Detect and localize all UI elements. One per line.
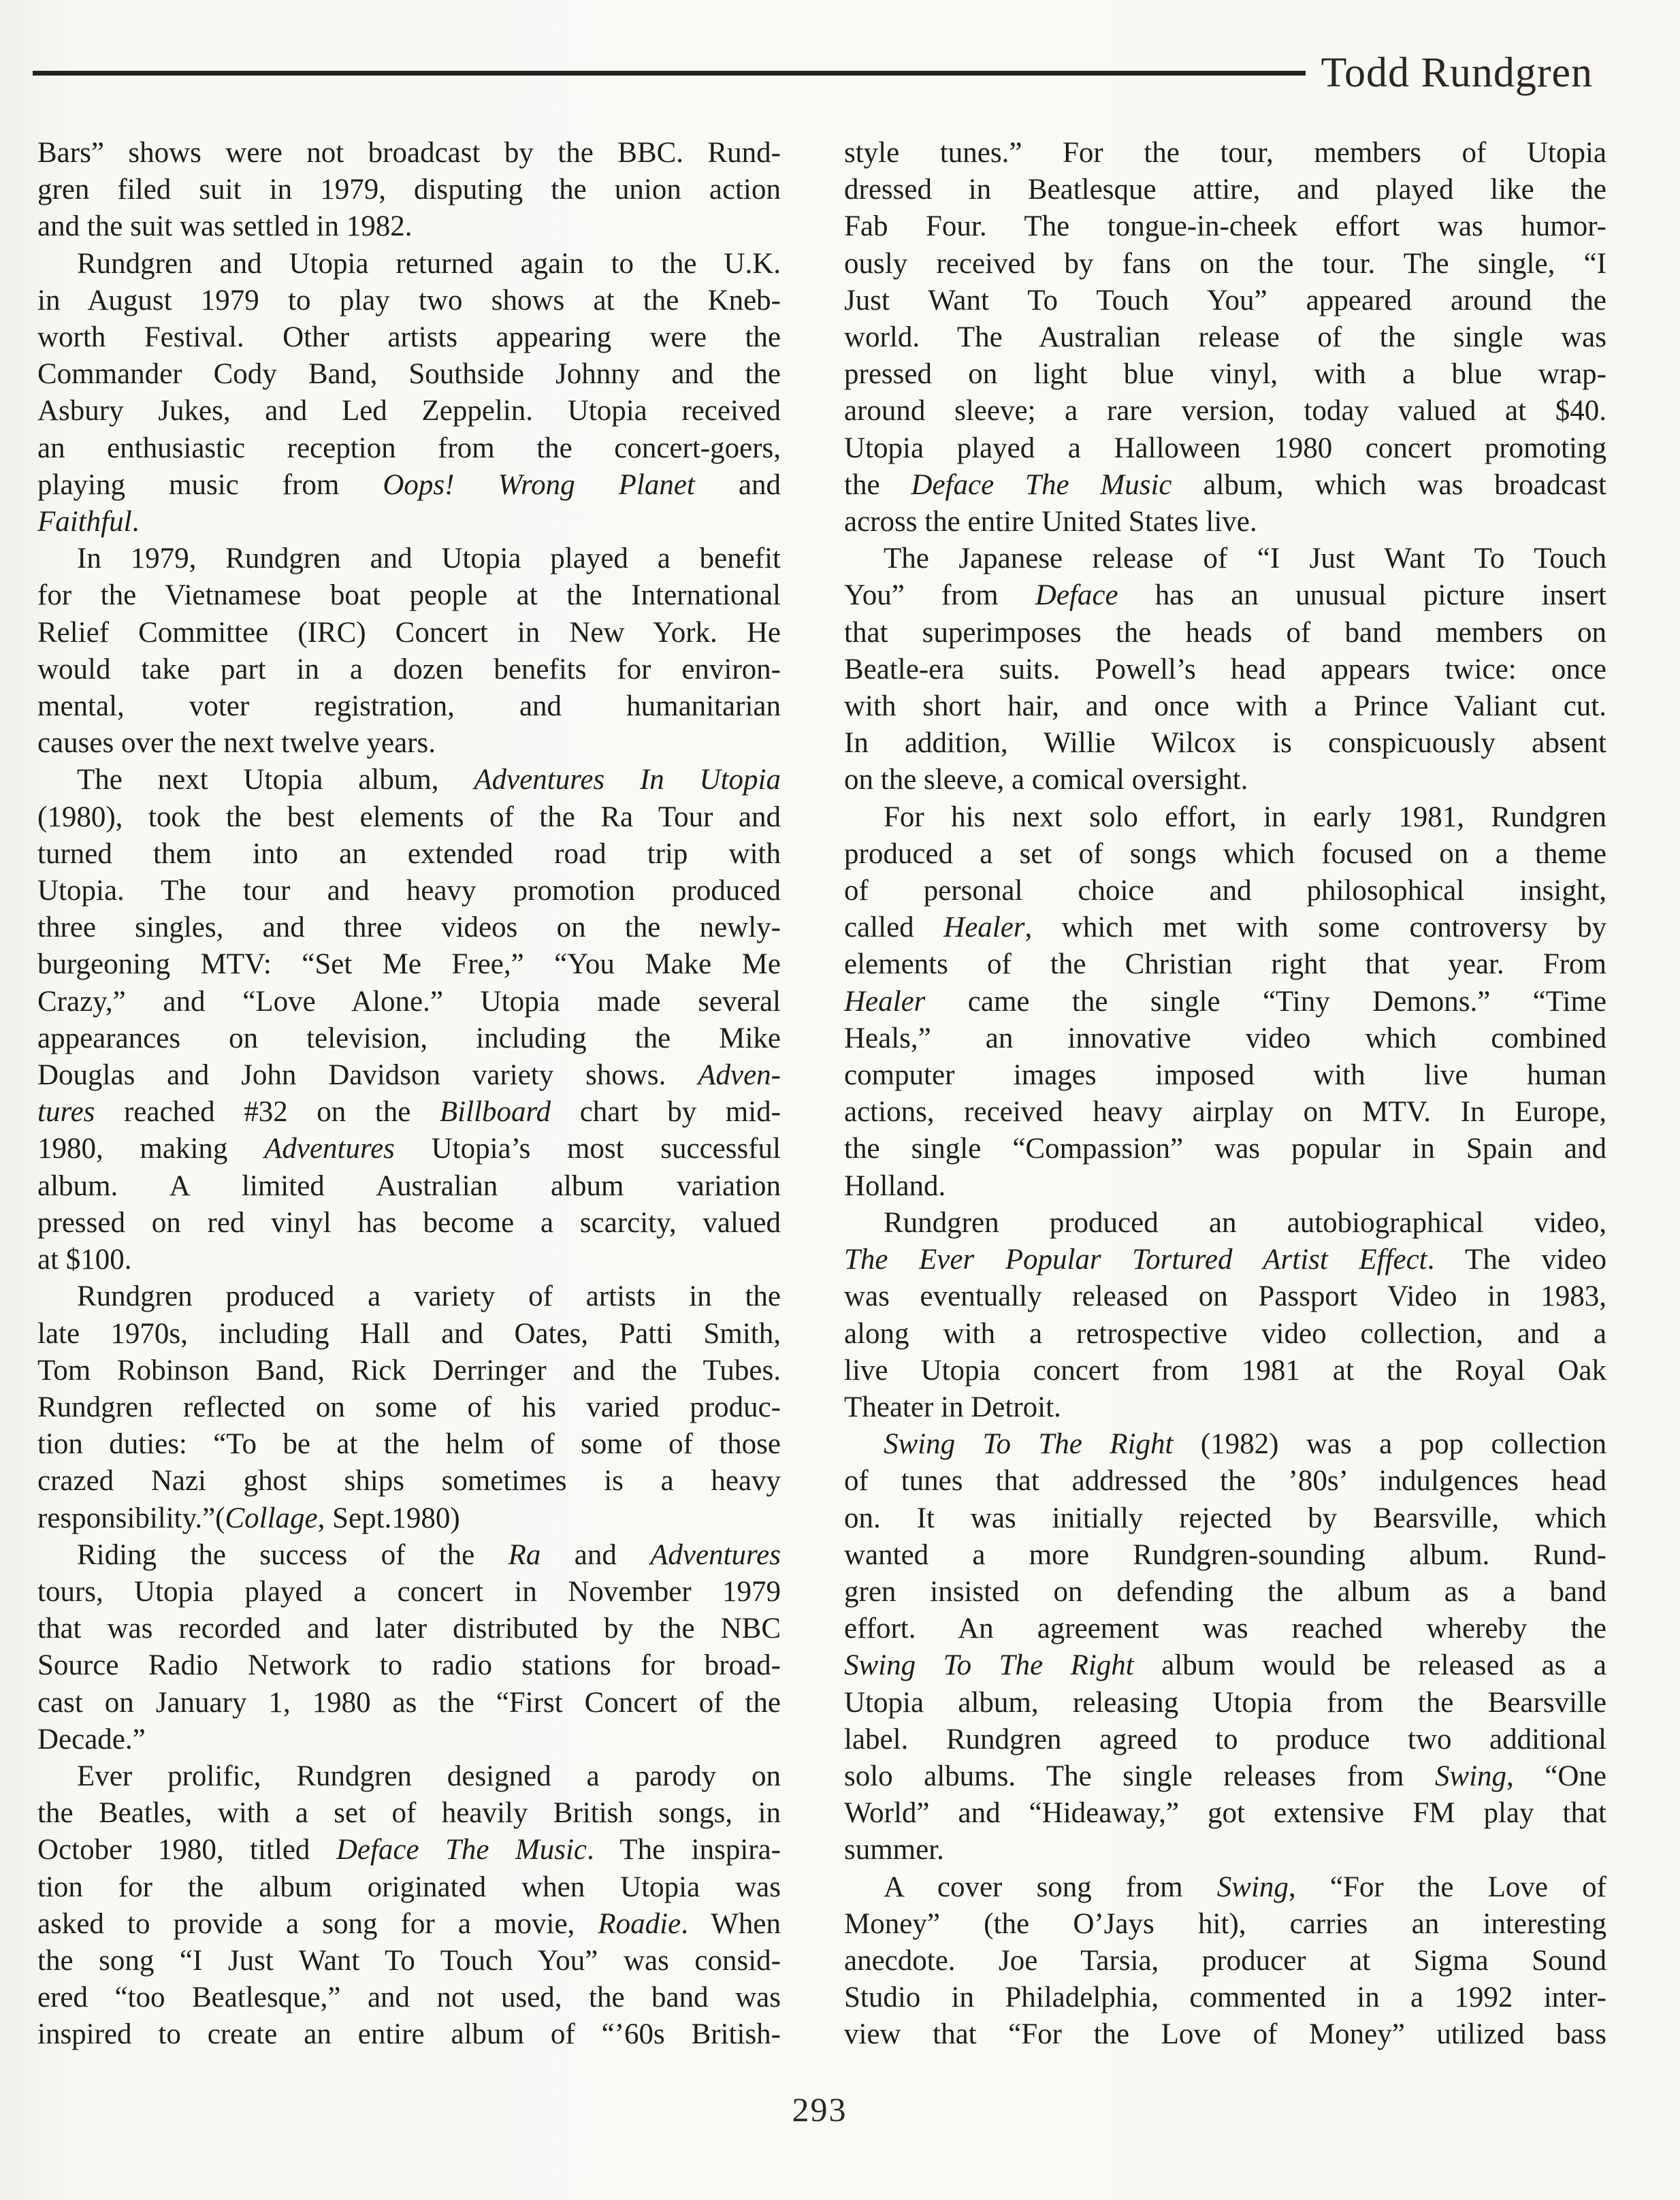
text-column-right xyxy=(844,135,1606,2054)
text-line: late 1970s, including Hall and Oates, Patti Smith, xyxy=(37,1317,781,1350)
text-line: responsibility.”(Collage, Sept.1980) xyxy=(37,1502,460,1534)
text-line: You” from Deface has an unusual picture insert xyxy=(844,579,1607,612)
text-line: Heals,” an innovative video which combined xyxy=(844,1022,1606,1054)
text-line: inspired to create an entire album of “’60s British- xyxy=(37,2018,781,2051)
text-line: 1980, making Adventures Utopia’s most successful xyxy=(37,1133,781,1165)
text-line: pressed on light blue vinyl, with a blue wrap- xyxy=(844,358,1606,391)
page-header xyxy=(33,52,1593,94)
text-line: on the sleeve, a comical oversight. xyxy=(844,764,1248,796)
text-line: that superimposes the heads of band members on xyxy=(844,616,1606,649)
text-line: was eventually released on Passport Video in 1983, xyxy=(844,1280,1606,1313)
text-line: Source Radio Network to radio stations for broad- xyxy=(37,1649,781,1682)
text-line: Studio in Philadelphia, commented in a 1992 inter- xyxy=(844,1981,1606,2014)
text-line: Crazy,” and “Love Alone.” Utopia made several xyxy=(37,985,781,1018)
text-line: for the Vietnamese boat people at the International xyxy=(37,579,781,612)
text-line: Decade.” xyxy=(37,1723,146,1756)
text-line: live Utopia concert from 1981 at the Royal Oak xyxy=(844,1354,1606,1387)
text-line: Bars” shows were not broadcast by the BBC. Rund- xyxy=(37,137,781,169)
text-line: Tom Robinson Band, Rick Derringer and the Tubes. xyxy=(37,1354,781,1387)
text-line: elements of the Christian right that year. From xyxy=(844,948,1606,981)
text-line: For his next solo effort, in early 1981, Rundgren xyxy=(884,800,1606,833)
text-line: asked to provide a song for a movie, Roadie. When xyxy=(37,1907,781,1940)
text-line: Douglas and John Davidson variety shows. Adven- xyxy=(37,1059,781,1092)
text-line: computer images imposed with live human xyxy=(844,1059,1606,1092)
text-line: playing music from Oops! Wrong Planet and xyxy=(37,468,781,501)
text-line: gren insisted on defending the album as a band xyxy=(844,1575,1606,1608)
text-line: Rundgren and Utopia returned again to the U.K. xyxy=(77,247,781,280)
text-line: an enthusiastic reception from the concert-goers, xyxy=(37,432,781,464)
text-line: Ever prolific, Rundgren designed a parody on xyxy=(77,1760,781,1792)
text-line: Utopia. The tour and heavy promotion produced xyxy=(37,875,781,907)
text-line: Riding the success of the Ra and Adventures xyxy=(77,1538,781,1571)
text-line: tours, Utopia played a concert in November 1979 xyxy=(37,1575,781,1608)
text-line: The Ever Popular Tortured Artist Effect. The video xyxy=(844,1244,1606,1276)
text-line: appearances on television, including the Mike xyxy=(37,1022,781,1054)
page-footer xyxy=(33,2090,1606,2129)
text-line: on. It was initially rejected by Bearsville, which xyxy=(844,1502,1606,1534)
text-line: actions, received heavy airplay on MTV. In Europe, xyxy=(844,1096,1606,1129)
text-line: Utopia album, releasing Utopia from the Bearsville xyxy=(844,1686,1606,1719)
text-line: the song “I Just Want To Touch You” was consid- xyxy=(37,1944,781,1977)
text-line: Relief Committee (IRC) Concert in New York. He xyxy=(37,616,781,649)
text-line: and the suit was settled in 1982. xyxy=(37,210,413,243)
text-line: along with a retrospective video collection, and a xyxy=(844,1317,1606,1350)
text-line: dressed in Beatlesque attire, and played like the xyxy=(844,174,1606,206)
text-line: ously received by fans on the tour. The single, “I xyxy=(844,247,1606,280)
text-line: the Deface The Music album, which was broadcast xyxy=(844,468,1606,501)
text-line: produced a set of songs which focused on a theme xyxy=(844,837,1606,870)
text-line: world. The Australian release of the single was xyxy=(844,321,1606,354)
text-line: (1980), took the best elements of the Ra Tour and xyxy=(37,800,781,833)
text-line: tion duties: “To be at the helm of some of those xyxy=(37,1428,781,1461)
text-line: would take part in a dozen benefits for environ- xyxy=(37,653,781,685)
text-line: Theater in Detroit. xyxy=(844,1391,1061,1423)
page-header-title: Todd Rundgren xyxy=(1321,50,1593,96)
text-line: crazed Nazi ghost ships sometimes is a heavy xyxy=(37,1465,781,1498)
text-line: Rundgren produced an autobiographical video, xyxy=(884,1206,1606,1239)
text-line: turned them into an extended road trip with xyxy=(37,837,781,870)
text-line: mental, voter registration, and humanitarian xyxy=(37,690,781,723)
text-line: Fab Four. The tongue-in-cheek effort was humor- xyxy=(844,210,1606,243)
text-line: World” and “Hideaway,” got extensive FM play that xyxy=(844,1797,1606,1830)
text-line: tion for the album originated when Utopia was xyxy=(37,1871,781,1903)
text-line: label. Rundgren agreed to produce two additional xyxy=(844,1723,1606,1756)
text-line: Money” (the O’Jays hit), carries an interesting xyxy=(844,1907,1606,1940)
text-line: A cover song from Swing, “For the Love of xyxy=(884,1871,1606,1903)
text-line: gren filed suit in 1979, disputing the union action xyxy=(37,174,781,206)
text-line: three singles, and three videos on the newly- xyxy=(37,911,781,944)
text-line: in August 1979 to play two shows at the Kneb- xyxy=(37,284,781,317)
text-column-left xyxy=(37,135,781,2054)
text-line: across the entire United States live. xyxy=(844,506,1257,538)
text-line: Holland. xyxy=(844,1169,946,1202)
text-line: cast on January 1, 1980 as the “First Concert of the xyxy=(37,1686,781,1719)
text-line: album. A limited Australian album variation xyxy=(37,1169,781,1202)
text-line: called Healer, which met with some controversy by xyxy=(844,911,1606,944)
text-line: view that “For the Love of Money” utilized bass xyxy=(844,2018,1606,2051)
text-line: style tunes.” For the tour, members of Utopia xyxy=(844,137,1606,169)
text-line: Just Want To Touch You” appeared around the xyxy=(844,284,1606,317)
text-line: Rundgren reflected on some of his varied produc- xyxy=(37,1391,781,1423)
text-line: October 1980, titled Deface The Music. The inspira- xyxy=(37,1834,781,1866)
text-line: around sleeve; a rare version, today valued at $40. xyxy=(844,395,1606,427)
text-line: effort. An agreement was reached whereby the xyxy=(844,1613,1606,1645)
text-line: anecdote. Joe Tarsia, producer at Sigma Sound xyxy=(844,1944,1606,1977)
text-line: The next Utopia album, Adventures In Utopia xyxy=(77,764,781,796)
text-line: In 1979, Rundgren and Utopia played a benefit xyxy=(77,543,781,575)
text-line: that was recorded and later distributed by the NBC xyxy=(37,1613,781,1645)
text-line: Utopia played a Halloween 1980 concert promoting xyxy=(844,432,1606,464)
text-line: at $100. xyxy=(37,1244,132,1276)
text-line: tures reached #32 on the Billboard chart by mid- xyxy=(37,1096,781,1129)
text-line: solo albums. The single releases from Swing, “One xyxy=(844,1760,1606,1792)
text-line: burgeoning MTV: “Set Me Free,” “You Make Me xyxy=(37,948,781,981)
text-line: worth Festival. Other artists appearing were the xyxy=(37,321,781,354)
text-line: Swing To The Right (1982) was a pop collection xyxy=(884,1428,1606,1461)
text-line: Beatle-era suits. Powell’s head appears twice: once xyxy=(844,653,1606,685)
text-line: with short hair, and once with a Prince Valiant cut. xyxy=(844,690,1606,723)
text-line: of personal choice and philosophical insight, xyxy=(844,875,1606,907)
text-line: the single “Compassion” was popular in Spain and xyxy=(844,1133,1606,1165)
text-line: Faithful. xyxy=(37,506,140,538)
text-line: In addition, Willie Wilcox is conspicuously absent xyxy=(844,727,1606,760)
text-line: Healer came the single “Tiny Demons.” “Time xyxy=(844,985,1606,1018)
page-number: 293 xyxy=(792,2090,847,2129)
text-line: causes over the next twelve years. xyxy=(37,727,436,760)
text-line: of tunes that addressed the ’80s’ indulgences head xyxy=(844,1465,1606,1498)
text-line: Commander Cody Band, Southside Johnny and the xyxy=(37,358,781,391)
text-line: Rundgren produced a variety of artists in the xyxy=(77,1280,781,1313)
text-line: Asbury Jukes, and Led Zeppelin. Utopia received xyxy=(37,395,781,427)
text-line: the Beatles, with a set of heavily British songs, in xyxy=(37,1797,781,1830)
text-line: wanted a more Rundgren-sounding album. Rund- xyxy=(844,1538,1606,1571)
text-line: Swing To The Right album would be released as a xyxy=(844,1649,1606,1682)
text-line: pressed on red vinyl has become a scarcity, valued xyxy=(37,1206,781,1239)
text-line: ered “too Beatlesque,” and not used, the band was xyxy=(37,1981,781,2014)
text-line: The Japanese release of “I Just Want To Touch xyxy=(884,543,1606,575)
text-line: summer. xyxy=(844,1834,944,1866)
header-rule xyxy=(33,71,1306,76)
